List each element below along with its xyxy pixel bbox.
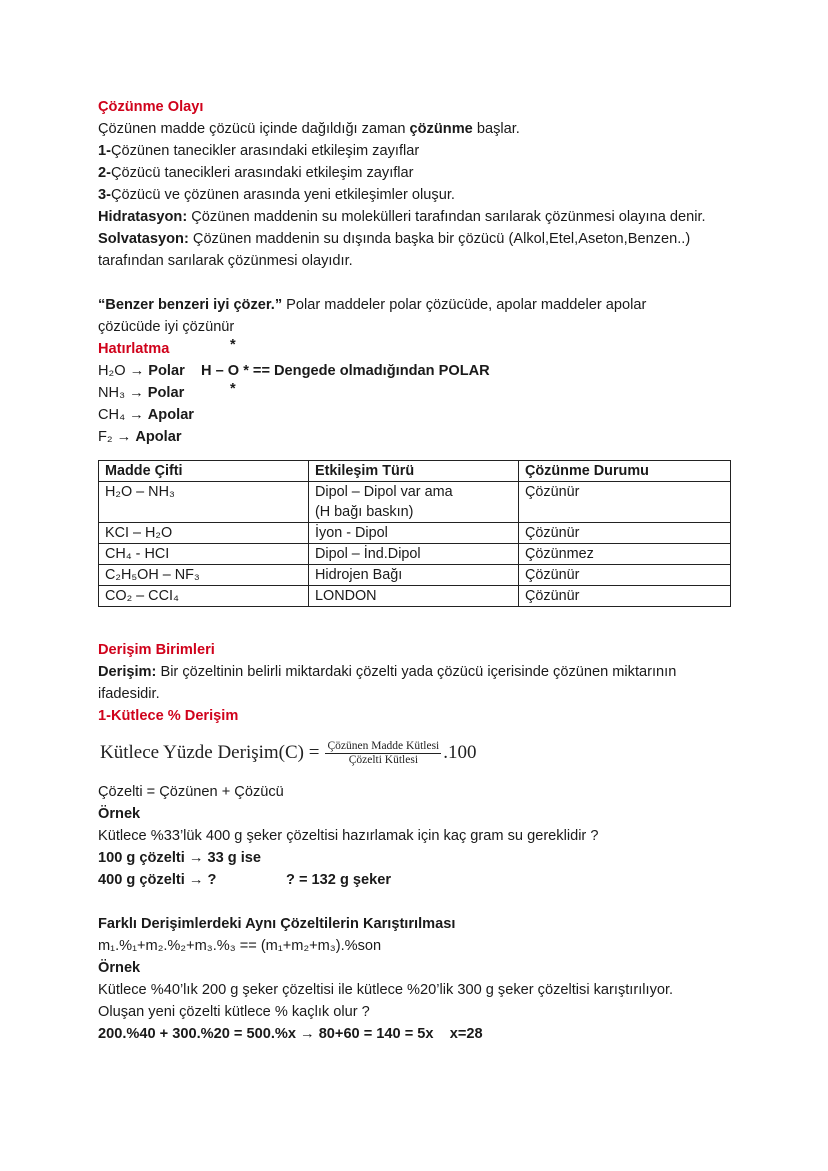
arrow-icon: →: [116, 429, 132, 445]
solution-result: x=28: [449, 1026, 483, 1042]
cozelti-equation: Çözelti = Çözünen + Çözücü: [98, 784, 284, 800]
nh3-label: NH₃: [98, 385, 126, 401]
answer-right: ? = 132 g şeker: [286, 872, 392, 888]
derisim-text: Bir çözeltinin belirli miktardaki çözelti yada çözücü içerisinde çözünen miktarının: [156, 664, 677, 680]
table-row: [99, 565, 731, 586]
nh3-result: Polar: [147, 385, 185, 401]
document-page: [98, 96, 748, 1045]
solvatasyon-continuation: tarafından sarılarak çözünmesi olayıdır.: [98, 253, 353, 269]
table-cell: Dipol – Dipol var ama: [309, 482, 519, 503]
step-text: Çözücü tanecikleri arasındaki etkileşim zayıflar: [110, 165, 414, 181]
ornek-label: Örnek: [98, 806, 141, 822]
solvatasyon-text: Çözünen maddenin su dışında başka bir çözücü (Alkol,Etel,Aseton,Benzen..): [188, 231, 691, 247]
table-cell: Çözünmez: [519, 544, 731, 565]
derisim-label: Derişim:: [98, 664, 157, 680]
derisim-continuation: ifadesidir.: [98, 686, 160, 702]
table-cell: CO₂ – CCI₄: [99, 586, 309, 607]
benzer-bold: “Benzer benzeri iyi çözer.”: [98, 297, 283, 313]
derisim-definition: [98, 661, 748, 683]
f2-line: [98, 426, 748, 448]
f2-result: Apolar: [135, 429, 182, 445]
ornek-label-2: Örnek: [98, 960, 141, 976]
benzer-text: Polar maddeler polar çözücüde, apolar maddeler apolar: [282, 297, 647, 313]
intro-bold: çözünme: [409, 121, 473, 137]
example-question-2b: Oluşan yeni çözelti kütlece % kaçlık olur ?: [98, 1004, 370, 1020]
interaction-table: [98, 460, 731, 607]
table-cell: KCI – H₂O: [99, 523, 309, 544]
star-mark-top: *: [230, 337, 236, 353]
answer-line-2: [98, 869, 748, 891]
formula-numerator: Çözünen Madde Kütlesi: [327, 739, 440, 752]
star-mark-bottom: *: [230, 381, 236, 397]
solvatasyon-definition: [98, 228, 748, 250]
table-header: Madde Çifti: [99, 461, 309, 482]
step-num: 1-: [98, 143, 111, 159]
arrow-icon: →: [129, 363, 145, 379]
arrow-icon: →: [129, 407, 144, 423]
step-num: 2-: [98, 165, 111, 181]
hatirlatma-label: Hatırlatma: [98, 341, 170, 357]
formula-denominator: Çözelti Kütlesi: [348, 753, 419, 766]
example-question: Kütlece %33’lük 400 g şeker çözeltisi hazırlamak için kaç gram su gereklidir ?: [98, 828, 599, 844]
karistirma-title: Farklı Derişimlerdeki Aynı Çözeltilerin Karıştırılması: [98, 916, 456, 932]
benzer-rule: [98, 294, 748, 316]
bond-note: * == Dengede olmadığından POLAR: [243, 363, 490, 379]
step-2: [98, 162, 748, 184]
ch4-result: Apolar: [147, 407, 194, 423]
step-num: 3-: [98, 187, 111, 203]
table-header: Çözünme Durumu: [519, 461, 731, 482]
answer-left: 400 g çözelti → ?: [98, 872, 217, 888]
kutlece-title: 1-Kütlece % Derişim: [98, 708, 239, 724]
table-cell: Hidrojen Bağı: [309, 565, 519, 586]
table-cell: Çözünür: [519, 523, 731, 544]
nh3-line: [98, 382, 748, 404]
answer-line-1: 100 g çözelti → 33 g ise: [98, 850, 262, 866]
solution-line: [98, 1023, 748, 1045]
f2-label: F₂: [98, 429, 113, 445]
formula-fraction: [325, 740, 441, 767]
table-row: [99, 523, 731, 544]
hidratasyon-definition: [98, 206, 748, 228]
hatirlatma-title: [98, 338, 748, 360]
table-cell: Çözünür: [519, 565, 731, 586]
arrow-icon: →: [129, 385, 144, 401]
step-text: Çözücü ve çözünen arasında yeni etkileşimler oluşur.: [110, 187, 455, 203]
benzer-continuation: çözücüde iyi çözünür: [98, 319, 235, 335]
mass-percent-formula: [100, 731, 748, 775]
table-header: Etkileşim Türü: [309, 461, 519, 482]
hidratasyon-label: Hidratasyon:: [98, 209, 188, 225]
table-cell: Çözünür: [519, 482, 731, 523]
formula-left: Kütlece Yüzde Derişim(C) =: [100, 742, 320, 763]
ch4-label: CH₄: [98, 407, 126, 423]
karistirma-formula: m₁.%₁+m₂.%₂+m₃.%₃ == (m₁+m₂+m₃).%son: [98, 938, 382, 954]
table-row: [99, 482, 731, 503]
solvatasyon-label: Solvatasyon:: [98, 231, 189, 247]
section-title-cozunme: Çözünme Olayı: [98, 99, 204, 115]
step-text: Çözünen tanecikler arasındaki etkileşim zayıflar: [110, 143, 420, 159]
table-cell: H₂O – NH₃: [99, 482, 309, 523]
ch4-line: [98, 404, 748, 426]
h2o-line: [98, 360, 748, 382]
derisim-title: Derişim Birimleri: [98, 642, 215, 658]
hidratasyon-text: Çözünen maddenin su molekülleri tarafından sarılarak çözünmesi olayına denir.: [187, 209, 706, 225]
table-header-row: [99, 461, 731, 482]
table-cell: C₂H₅OH – NF₃: [99, 565, 309, 586]
table-row: [99, 544, 731, 565]
intro-pre: Çözünen madde çözücü içinde dağıldığı zaman: [98, 121, 410, 137]
table-cell: CH₄ - HCI: [99, 544, 309, 565]
table-cell: LONDON: [309, 586, 519, 607]
table-cell: (H bağı baskın): [309, 502, 519, 523]
intro-post: başlar.: [472, 121, 520, 137]
table-cell: Çözünür: [519, 586, 731, 607]
table-row: [99, 586, 731, 607]
formula-right: .100: [443, 742, 477, 763]
h2o-label: H₂O: [98, 363, 126, 379]
step-1: [98, 140, 748, 162]
h2o-result: Polar: [148, 363, 185, 379]
example-question-2a: Kütlece %40’lık 200 g şeker çözeltisi ile kütlece %20’lik 300 g şeker çözeltisi karıştırılıyor.: [98, 982, 674, 998]
table-cell: Dipol – İnd.Dipol: [309, 544, 519, 565]
h-o-bond: H – O: [201, 363, 240, 379]
intro-text: [98, 118, 748, 140]
table-cell: İyon - Dipol: [309, 523, 519, 544]
step-3: [98, 184, 748, 206]
solution-text: 200.%40 + 300.%20 = 500.%x → 80+60 = 140 = 5x: [98, 1026, 434, 1042]
